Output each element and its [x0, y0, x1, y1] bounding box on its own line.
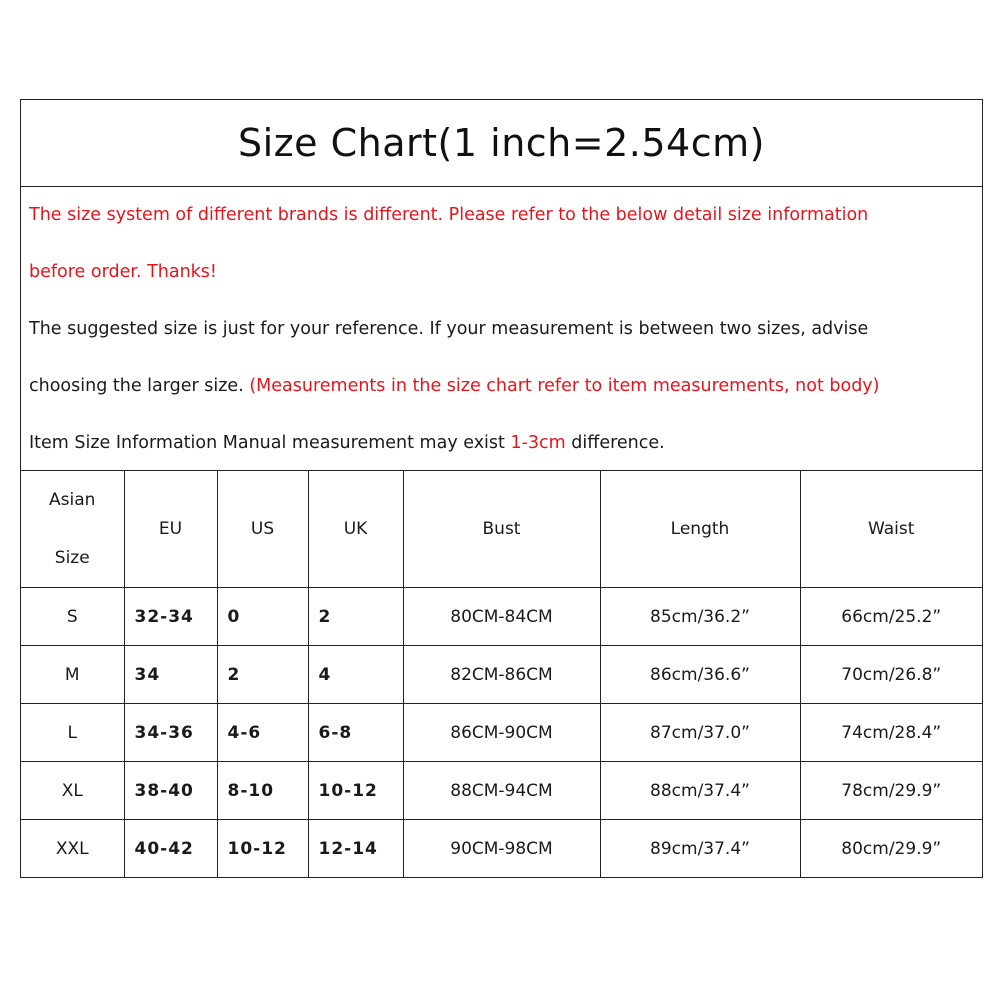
brand-note-line2: before order. Thanks!: [29, 262, 217, 282]
header-length: Length: [600, 471, 800, 588]
cell-uk: 4: [308, 646, 403, 704]
cell-waist: 74cm/28.4”: [800, 704, 982, 762]
notes-section: [21, 187, 982, 471]
cell-us: 4-6: [217, 704, 308, 762]
cell-eu: 32-34: [124, 588, 217, 646]
cell-length: 89cm/37.4”: [600, 820, 800, 878]
cell-bust: 80CM-84CM: [403, 588, 600, 646]
cell-waist: 70cm/26.8”: [800, 646, 982, 704]
cell-bust: 88CM-94CM: [403, 762, 600, 820]
size-table: [21, 471, 982, 877]
header-uk: UK: [308, 471, 403, 588]
table-row: [21, 588, 982, 646]
header-asian-size: [21, 471, 124, 588]
header-asian-line2: Size: [54, 548, 90, 568]
cell-uk: 12-14: [308, 820, 403, 878]
title-row: [21, 100, 982, 187]
cell-asian: L: [21, 704, 124, 762]
page-title: Size Chart(1 inch=2.54cm): [238, 121, 765, 165]
cell-length: 85cm/36.2”: [600, 588, 800, 646]
cell-us: 2: [217, 646, 308, 704]
header-eu: EU: [124, 471, 217, 588]
cell-eu: 40-42: [124, 820, 217, 878]
reference-note-line2: [29, 358, 974, 415]
cell-asian: XXL: [21, 820, 124, 878]
manual-note-before: Item Size Information Manual measurement may exist: [29, 433, 511, 453]
size-chart: [20, 99, 983, 878]
cell-asian: XL: [21, 762, 124, 820]
cell-us: 0: [217, 588, 308, 646]
cell-eu: 34-36: [124, 704, 217, 762]
brand-note-line1: The size system of different brands is different. Please refer to the below detail size information: [29, 205, 869, 225]
cell-uk: 2: [308, 588, 403, 646]
cell-bust: 86CM-90CM: [403, 704, 600, 762]
tolerance-value: 1-3cm: [510, 433, 566, 453]
cell-waist: 80cm/29.9”: [800, 820, 982, 878]
cell-asian: S: [21, 588, 124, 646]
manual-measurement-note: [29, 415, 974, 472]
header-asian-line1: Asian: [49, 490, 96, 510]
measurement-note: (Measurements in the size chart refer to item measurements, not body): [249, 376, 880, 396]
header-bust: Bust: [403, 471, 600, 588]
table-row: [21, 704, 982, 762]
reference-note-line1: The suggested size is just for your reference. If your measurement is between two sizes, advise: [29, 319, 869, 339]
table-row: [21, 820, 982, 878]
table-header-row: [21, 471, 982, 588]
cell-length: 86cm/36.6”: [600, 646, 800, 704]
cell-bust: 90CM-98CM: [403, 820, 600, 878]
header-waist: Waist: [800, 471, 982, 588]
cell-length: 87cm/37.0”: [600, 704, 800, 762]
cell-uk: 6-8: [308, 704, 403, 762]
cell-waist: 66cm/25.2”: [800, 588, 982, 646]
cell-us: 10-12: [217, 820, 308, 878]
header-us: US: [217, 471, 308, 588]
reference-note-plain: choosing the larger size.: [29, 376, 250, 396]
table-row: [21, 762, 982, 820]
cell-waist: 78cm/29.9”: [800, 762, 982, 820]
cell-uk: 10-12: [308, 762, 403, 820]
cell-bust: 82CM-86CM: [403, 646, 600, 704]
cell-eu: 34: [124, 646, 217, 704]
cell-asian: M: [21, 646, 124, 704]
cell-length: 88cm/37.4”: [600, 762, 800, 820]
manual-note-after: difference.: [565, 433, 665, 453]
cell-us: 8-10: [217, 762, 308, 820]
cell-eu: 38-40: [124, 762, 217, 820]
table-row: [21, 646, 982, 704]
